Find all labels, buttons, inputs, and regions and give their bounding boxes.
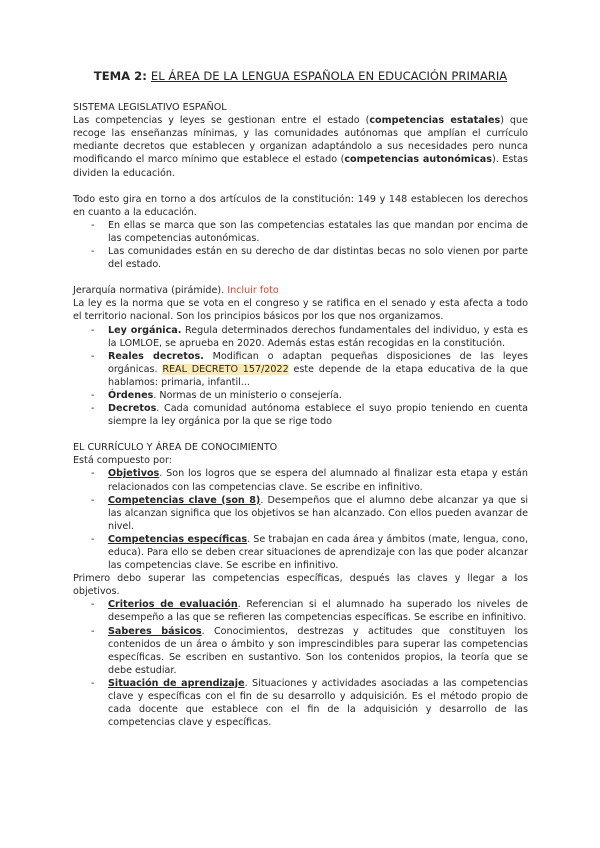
list-item: - En ellas se marca que son las competencias estatales las que mandan por encima de las competencias autonómicas.: [91, 219, 528, 244]
document-title: [73, 70, 528, 83]
paragraph-jerarquia: Jerarquía normativa (pirámide). Incluir foto: [73, 285, 279, 297]
paragraph-primero: Primero debo superar las competencias específicas, después las claves y llegar a los objetivos.: [73, 573, 528, 598]
list-curriculo-2: [73, 598, 528, 729]
list-constitucion: [73, 219, 528, 271]
list-item: - Decretos. Cada comunidad autónoma establece el suyo propio teniendo en cuenta siempre la ley orgánica por la que se rige todo: [91, 403, 528, 428]
title-prefix: TEMA 2:: [93, 69, 151, 83]
list-item: - Criterios de evaluación. Referencian si el alumnado ha superado los niveles de desempeño a las que se refieren las competencias específicas. Se escribe en infinitivo.: [91, 599, 528, 624]
list-curriculo-1: [73, 467, 528, 572]
bold-competencias-autonomicas: competencias autonómicas: [344, 154, 492, 166]
list-item: - Reales decretos. Modifican o adaptan pequeñas disposiciones de las leyes orgánicas. REAL DECRETO 157/2022 este depende de la etapa educativa de la que hablamos: primaria, infantil...: [91, 350, 528, 388]
list-normas: [73, 324, 528, 429]
paragraph-compuesto: Está compuesto por:: [73, 455, 172, 467]
list-item: - Competencias específicas. Se trabajan en cada área y ámbitos (mate, lengua, cono, educa). Para ello se deben crear situaciones de aprendizaje con las que poder alcanzar las competencias clave. Se escribe en infinitivo.: [91, 533, 528, 572]
title-main: EL ÁREA DE LA LENGUA ESPAÑOLA EN EDUCACIÓN PRIMARIA: [150, 69, 508, 83]
list-item: - Objetivos. Son los logros que se espera del alumnado al finalizar esta etapa y están relacionados con las competencias clave. Se escribe en infinitivo.: [91, 468, 528, 493]
list-item: - Órdenes. Normas de un ministerio o consejería.: [91, 389, 342, 401]
paragraph-constitucion: Todo esto gira en torno a dos artículos de la constitución: 149 y 148 establecen los derechos en cuanto a la educación.: [73, 193, 528, 218]
note-incluir-foto: Incluir foto: [227, 285, 279, 297]
list-item: - Las comunidades están en su derecho de dar distintas becas no solo vienen por parte del estado.: [91, 246, 528, 271]
highlight-real-decreto: REAL DECRETO 157/2022: [162, 363, 289, 375]
document-page: [73, 70, 528, 729]
list-item: - Situación de aprendizaje. Situaciones y actividades asociadas a las competencias clave y específicas con el fin de su desarrollo y adquisición. Es el método propio de cada docente que establece con el fin de la adquisición y desarrollo de las competencias clave y específicas.: [91, 677, 528, 729]
section-heading-curriculo: EL CURRÍCULO Y ÁREA DE CONOCIMIENTO: [73, 442, 278, 454]
bold-competencias-estatales: competencias estatales: [369, 115, 501, 127]
paragraph-ley: La ley es la norma que se vota en el congreso y se ratifica en el senado y esta afecta a todo el territorio nacional. Son los principios básicos por los que nos organizamos.: [73, 298, 528, 323]
list-item: - Competencias clave (son 8). Desempeños que el alumno debe alcanzar ya que si las alcanzan significa que los objetivos se han alcanzado. Con ellos pueden avanzar de nivel.: [91, 494, 529, 532]
list-item: - Saberes básicos. Conocimientos, destrezas y actitudes que constituyen los contenidos de un área o ámbito y son imprescindibles para superar las competencias específicas. Se escriben en sustantivo. Son los contenidos propios, la teoría que se debe estudiar.: [91, 625, 528, 676]
paragraph-competencias: Las competencias y leyes se gestionan entre el estado (competencias estatales) que recoge las enseñanzas mínimas, y las comunidades autónomas que amplían el currículo mediante decretos que establecen y organizan adaptándolo a sus necesidades pero nunca modificando el marco mínimo que establece el estado (competencias autonómicas). Estas dividen la educación.: [73, 115, 528, 179]
list-item: - Ley orgánica. Regula determinados derechos fundamentales del individuo, y esta es la LOMLOE, se aprueba en 2020. Además estas están recogidas en la constitución.: [91, 324, 528, 349]
section-heading-legislativo: SISTEMA LEGISLATIVO ESPAÑOL: [73, 102, 227, 114]
